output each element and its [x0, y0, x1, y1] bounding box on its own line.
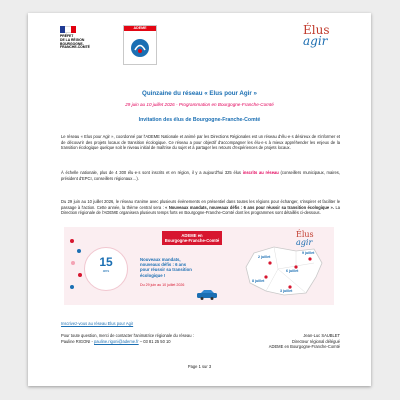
contact-email-link[interactable]: pauline.rigoni@ademe.fr	[94, 338, 139, 344]
badge-number: 15	[99, 255, 113, 269]
paragraph-event-tail: La Direction régionale de l'ADEME organisera plusieurs temps forts en Bourgogne-Franche-Comté dont les programmes sont détaillés ci-dessous.	[61, 204, 340, 216]
car-icon	[196, 289, 218, 300]
paragraph-event	[61, 199, 340, 216]
contact-block	[61, 333, 221, 344]
banner-dates: Du 29 juin au 10 juillet 2026	[140, 283, 185, 287]
paragraph-intro: Le réseau « Elus pour Agir », coordonné par l'ADEME Nationale et animé par les Directions Régionales est un réseau d'élu·e·s désireux de s'informer et de découvrir des projets locaux de transition écologique. Ce réseau a pour objectif d'accompagner les élu·e·s à mieux appréhender les enjeux de la transition écologique quelque soit le niveau initial de maîtrise du sujet et à partager les retours d'expériences de projets locaux.	[61, 134, 340, 151]
paragraph-stats-tail: (conseillers municipaux, maires, président d'EPCI, conseillers régionaux…).	[61, 170, 340, 181]
prefet-text: PRÉFET DE LA RÉGION BOURGOGNE- FRANCHE-COMTÉ	[60, 34, 90, 50]
banner-slogan: Nouveaux mandats, nouveaux défis : 6 ans pour réussir sa transition écologique !	[140, 257, 192, 278]
document-title: Quinzaine du réseau « Elus pour Agir »	[142, 90, 257, 97]
decorative-dots	[68, 235, 84, 295]
flag-icon	[60, 26, 76, 33]
banner-title-line1: ADEME en	[181, 233, 203, 238]
event-banner	[64, 227, 334, 305]
register-link[interactable]: Inscrivez-vous au réseau Elus pour Agir	[61, 321, 134, 326]
elus-pour-agir-logo	[303, 25, 353, 59]
paragraph-event-theme: « Nouveaux mandats, nouveaux défis : 6 ans pour réussir sa transition écologique ».	[165, 204, 334, 210]
badge-unit: ans	[102, 268, 110, 273]
ademe-logo	[123, 25, 157, 65]
region-map	[240, 243, 326, 299]
map-label-8-juillet: 8 juillet	[252, 279, 265, 283]
paragraph-stats	[61, 170, 340, 181]
contact-phone: – 03 81 25 50 10	[139, 338, 171, 344]
page-footer: Page 1 sur 3	[187, 364, 212, 369]
ademe-logo-text: ADEME	[124, 26, 156, 31]
banner-agir-word: agir	[296, 238, 313, 247]
map-label-3-juillet: 3 juillet	[280, 289, 293, 293]
document-page	[28, 13, 371, 386]
agir-logo-word: agir	[303, 34, 328, 48]
map-label-9-juillet: 9 juillet	[302, 251, 315, 255]
signature-block	[230, 333, 340, 350]
document-subtitle: 29 juin au 10 juillet 2026 - Programmation en Bourgogne-Franche-Comté	[125, 102, 274, 107]
elus-logo-word: Élus	[303, 23, 330, 37]
signature-role: Directeur régional délégué	[291, 338, 340, 344]
invitation-heading: Invitation des élus de Bourgogne-Franche-Comté	[138, 117, 261, 123]
map-label-6-juillet: 6 juillet	[286, 269, 299, 273]
prefet-logo	[60, 26, 120, 60]
paragraph-stats-highlight: inscrits au réseau	[242, 170, 279, 175]
contact-name: Pauline RIGONI -	[61, 338, 93, 344]
paragraph-event-text: Du 29 juin au 10 juillet 2026, le réseau s'anime avec plusieurs évènements en présentiel dans toutes les régions pour échanger, s'inspirer et faciliter le passage à l'action. Cette année, la thème central sera :	[61, 199, 340, 210]
anniversary-badge	[84, 247, 128, 291]
map-label-2-juillet: 2 juillet	[258, 255, 271, 259]
ademe-emblem-icon	[129, 37, 151, 59]
signature-name: Jean-Luc SAUBLET	[303, 333, 340, 338]
banner-title-line2: Bourgogne-Franche-Comté	[164, 238, 220, 243]
paragraph-stats-text: À échelle nationale, plus de 4 300 élu·e·s sont inscrits et en région, il y a aujourd'hui 325 élus	[61, 170, 241, 175]
contact-intro: Pour toute question, merci de contacter l'animatrice régionale du réseau :	[61, 333, 194, 338]
signature-org: ADEME en Bourgogne-Franche-Comté	[268, 344, 340, 350]
banner-title	[162, 231, 222, 245]
banner-elus-word: Élus	[296, 230, 314, 239]
